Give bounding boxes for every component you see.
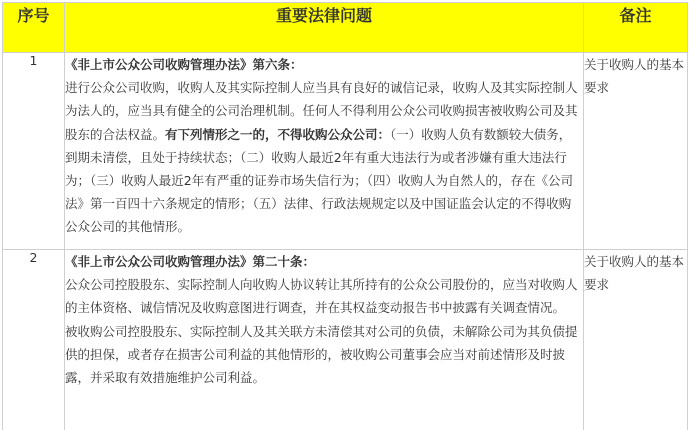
- law-title: 《非上市公众公司收购管理办法》第二十条：: [65, 250, 583, 273]
- header-issue: 重要法律问题: [65, 3, 584, 53]
- issue-cell: [65, 53, 584, 250]
- row-number: 2: [3, 250, 65, 430]
- law-paragraph: [65, 76, 583, 238]
- law-title: 《非上市公众公司收购管理办法》第六条：: [65, 53, 583, 76]
- law-text: 进行公众公司收购，收购人及其实际控制人应当具有良好的诚信记录，收购人及其实际控制人为法人的，应当具有健全的公司治理机制。任何人不得利用公众公司收购损害被收购公司及其股东的合法权益。: [65, 80, 578, 141]
- table-row: [3, 250, 688, 430]
- header-number: 序号: [3, 3, 65, 53]
- issue-cell: [65, 250, 584, 430]
- law-text-bold: 有下列情形之一的，不得收购公众公司：: [165, 127, 390, 142]
- note-cell: 关于收购人的基本要求: [584, 250, 688, 430]
- header-note: 备注: [584, 3, 688, 53]
- table-row: [3, 53, 688, 250]
- note-cell: 关于收购人的基本要求: [584, 53, 688, 250]
- table-header-row: [3, 3, 688, 53]
- law-text: （一）收购人负有数额较大债务，到期未清偿，且处于持续状态；（二）收购人最近2年有重大违法行为或者涉嫌有重大违法行为；（三）收购人最近2年有严重的证券市场失信行为；（四）收购人为自然人的，存在《公司法》第一百四十六条规定的情形；（五）法律、行政法规规定以及中国证监会认定的不得收购公众公司的其他情形。: [65, 127, 573, 235]
- row-number: 1: [3, 53, 65, 250]
- law-paragraph: 公众公司控股股东、实际控制人向收购人协议转让其所持有的公众公司股份的，应当对收购人的主体资格、诚信情况及收购意图进行调查，并在其权益变动报告书中披露有关调查情况。: [65, 273, 583, 319]
- law-paragraph: 被收购公司控股股东、实际控制人及其关联方未清偿其对公司的负债，未解除公司为其负债提供的担保，或者存在损害公司利益的其他情形的，被收购公司董事会应当对前述情形及时披露，并采取有效措施维护公司利益。: [65, 320, 583, 390]
- law-issues-table: [2, 2, 688, 430]
